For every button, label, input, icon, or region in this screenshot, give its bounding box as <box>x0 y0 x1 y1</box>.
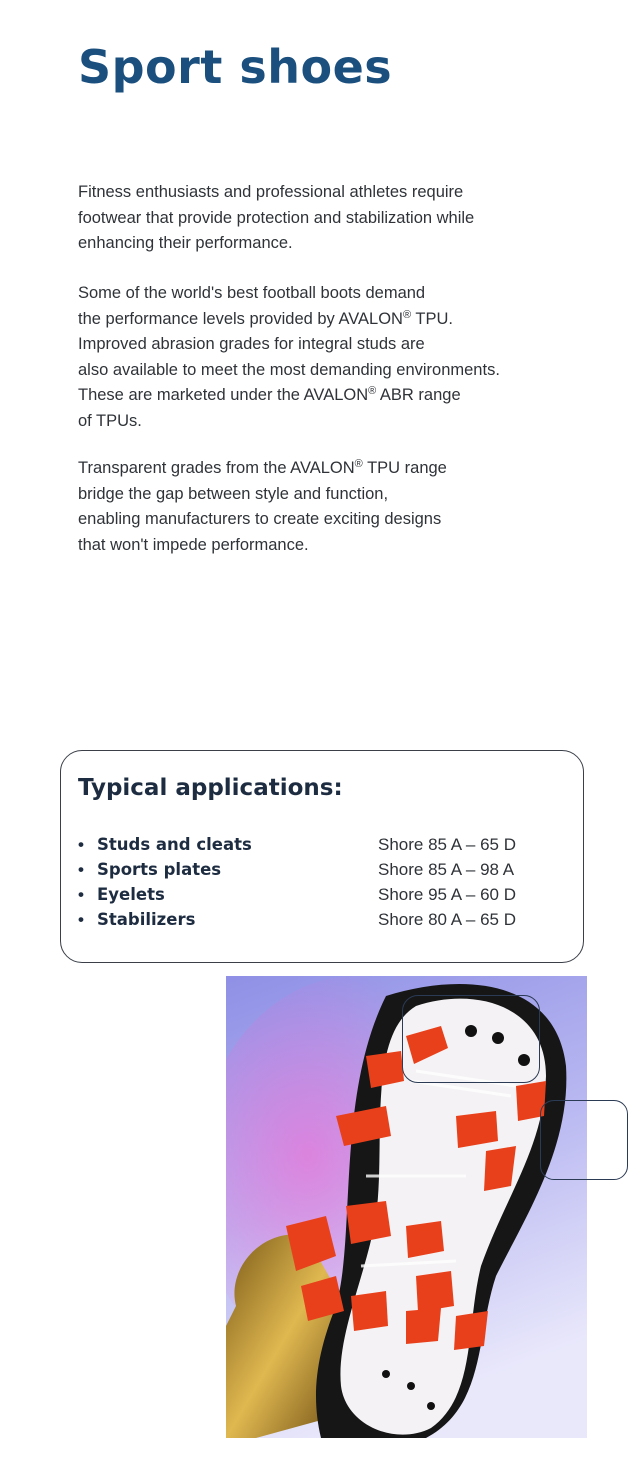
bullet-icon: • <box>78 885 84 904</box>
callout-frame-edge <box>540 1100 628 1180</box>
application-item <box>78 882 548 907</box>
intro-line: Fitness enthusiasts and professional athletes require <box>78 183 464 201</box>
text-fragment: These are marketed under the AVALON <box>78 386 369 404</box>
bullet-icon: • <box>78 860 84 879</box>
paragraph-line: enabling manufacturers to create exciting designs <box>78 510 442 528</box>
text-fragment: TPU. <box>411 309 453 328</box>
paragraph-line <box>78 307 578 333</box>
paragraph-line: also available to meet the most demanding environments. <box>78 360 500 379</box>
paragraph-line: Improved abrasion grades for integral studs are <box>78 335 425 353</box>
shore-hardness: Shore 85 A – 98 A <box>378 860 515 879</box>
bullet-icon: • <box>78 835 84 854</box>
intro-line: enhancing their performance. <box>78 234 293 252</box>
text-fragment: TPU range <box>362 459 447 477</box>
application-name: Sports plates <box>97 860 222 879</box>
registered-mark: ® <box>368 385 377 397</box>
application-item <box>78 832 548 857</box>
application-name: Stabilizers <box>97 910 196 929</box>
stud <box>454 1311 488 1350</box>
application-item <box>78 907 548 932</box>
shore-hardness: Shore 80 A – 65 D <box>378 910 516 929</box>
shore-hardness: Shore 85 A – 65 D <box>378 835 516 854</box>
page-title: Sport shoes <box>78 40 393 94</box>
bullet-icon: • <box>78 910 84 929</box>
paragraph-line <box>78 456 578 482</box>
application-item <box>78 857 548 882</box>
football-boots-paragraph <box>78 281 578 434</box>
applications-list <box>78 832 548 932</box>
intro-paragraph <box>78 180 578 257</box>
paragraph-line: bridge the gap between style and function, <box>78 484 389 503</box>
text-fragment: the performance levels provided by AVALON <box>78 309 403 328</box>
callout-frame-studs <box>402 995 540 1083</box>
registered-mark: ® <box>402 308 412 321</box>
intro-line: footwear that provide protection and stabilization while <box>78 208 475 227</box>
shore-hardness: Shore 95 A – 60 D <box>378 885 516 904</box>
paragraph-line: Some of the world's best football boots demand <box>78 284 426 302</box>
paragraph-line: of TPUs. <box>78 411 142 430</box>
application-name: Studs and cleats <box>97 835 252 854</box>
stud <box>351 1291 388 1331</box>
eyelet-hole <box>427 1402 435 1410</box>
applications-title: Typical applications: <box>78 775 343 801</box>
eyelet-hole <box>382 1370 390 1378</box>
eyelet-hole <box>407 1382 415 1390</box>
stud <box>406 1308 441 1344</box>
application-name: Eyelets <box>97 885 165 904</box>
paragraph-line: that won't impede performance. <box>78 535 309 554</box>
text-fragment: ABR range <box>376 386 461 404</box>
registered-mark: ® <box>354 458 363 470</box>
stud <box>416 1271 454 1312</box>
paragraph-line <box>78 383 578 409</box>
transparent-grades-paragraph <box>78 456 578 558</box>
text-fragment: Transparent grades from the AVALON <box>78 459 355 477</box>
stud <box>484 1146 516 1191</box>
